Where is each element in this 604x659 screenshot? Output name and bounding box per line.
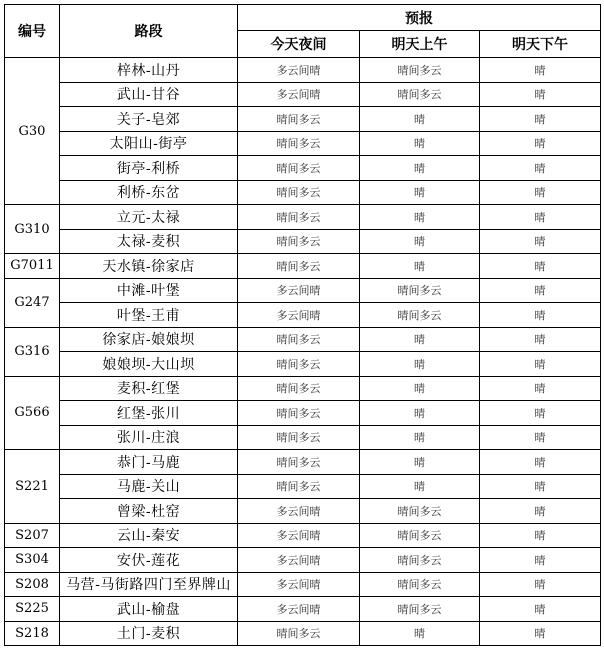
table-row <box>5 474 601 499</box>
table-row <box>5 229 601 254</box>
header-forecast: 预报 <box>238 5 601 31</box>
forecast-cell: 晴 <box>480 327 601 352</box>
forecast-cell: 晴 <box>480 278 601 303</box>
road-segment: 立元-太禄 <box>60 205 238 230</box>
forecast-cell: 晴 <box>480 425 601 450</box>
road-segment: 武山-榆盘 <box>60 597 238 622</box>
table-row <box>5 82 601 107</box>
table-row <box>5 327 601 352</box>
forecast-cell: 晴 <box>360 621 480 646</box>
forecast-cell: 晴 <box>480 205 601 230</box>
table-row <box>5 58 601 83</box>
forecast-cell: 多云间晴 <box>238 82 360 107</box>
road-segment: 娘娘坝-大山坝 <box>60 352 238 377</box>
table-row <box>5 401 601 426</box>
forecast-cell: 多云间晴 <box>238 572 360 597</box>
table-row <box>5 180 601 205</box>
forecast-cell: 多云间晴 <box>238 278 360 303</box>
header-segment: 路段 <box>60 5 238 58</box>
forecast-cell: 晴 <box>480 474 601 499</box>
road-segment: 云山-秦安 <box>60 523 238 548</box>
road-segment: 麦积-红堡 <box>60 376 238 401</box>
table-row <box>5 376 601 401</box>
road-code: G310 <box>5 205 60 254</box>
forecast-cell: 晴间多云 <box>360 548 480 573</box>
forecast-cell: 晴间多云 <box>360 523 480 548</box>
table-row <box>5 548 601 573</box>
road-segment: 利桥-东岔 <box>60 180 238 205</box>
forecast-cell: 晴 <box>360 180 480 205</box>
table-row <box>5 425 601 450</box>
forecast-cell: 晴 <box>480 376 601 401</box>
road-segment: 红堡-张川 <box>60 401 238 426</box>
forecast-cell: 晴 <box>480 131 601 156</box>
forecast-cell: 晴 <box>360 107 480 132</box>
road-segment: 太禄-麦积 <box>60 229 238 254</box>
road-code: G30 <box>5 58 60 205</box>
forecast-cell: 晴 <box>480 107 601 132</box>
table-row <box>5 352 601 377</box>
table-header <box>5 5 601 58</box>
road-code: G316 <box>5 327 60 376</box>
forecast-cell: 晴间多云 <box>238 205 360 230</box>
forecast-cell: 晴间多云 <box>238 180 360 205</box>
road-code: G7011 <box>5 254 60 279</box>
table-row <box>5 107 601 132</box>
road-segment: 张川-庄浪 <box>60 425 238 450</box>
header-period: 今天夜间 <box>238 31 360 58</box>
forecast-cell: 晴 <box>480 572 601 597</box>
forecast-cell: 晴间多云 <box>360 597 480 622</box>
forecast-cell: 晴 <box>360 425 480 450</box>
road-segment: 徐家店-娘娘坝 <box>60 327 238 352</box>
road-code: S225 <box>5 597 60 622</box>
forecast-cell: 晴间多云 <box>360 303 480 328</box>
forecast-cell: 晴 <box>360 376 480 401</box>
forecast-cell: 晴 <box>360 131 480 156</box>
forecast-cell: 多云间晴 <box>238 597 360 622</box>
forecast-cell: 晴间多云 <box>238 474 360 499</box>
forecast-cell: 晴 <box>360 352 480 377</box>
forecast-cell: 晴 <box>480 58 601 83</box>
table-row <box>5 303 601 328</box>
forecast-cell: 多云间晴 <box>238 58 360 83</box>
road-segment: 曾梁-杜窑 <box>60 499 238 524</box>
forecast-cell: 多云间晴 <box>238 303 360 328</box>
table-row <box>5 572 601 597</box>
forecast-cell: 晴 <box>480 229 601 254</box>
road-segment: 叶堡-王甫 <box>60 303 238 328</box>
road-segment: 街亭-利桥 <box>60 156 238 181</box>
forecast-cell: 晴 <box>480 156 601 181</box>
forecast-cell: 晴 <box>480 450 601 475</box>
road-code: S221 <box>5 450 60 524</box>
forecast-cell: 晴 <box>480 548 601 573</box>
header-period: 明天下午 <box>480 31 601 58</box>
header-code: 编号 <box>5 5 60 58</box>
forecast-cell: 晴 <box>480 303 601 328</box>
forecast-cell: 晴间多云 <box>238 352 360 377</box>
table-row <box>5 450 601 475</box>
road-code: G247 <box>5 278 60 327</box>
road-segment: 土门-麦积 <box>60 621 238 646</box>
table-row <box>5 278 601 303</box>
forecast-cell: 晴间多云 <box>238 156 360 181</box>
forecast-cell: 晴 <box>480 254 601 279</box>
forecast-cell: 晴 <box>360 450 480 475</box>
road-segment: 太阳山-街亭 <box>60 131 238 156</box>
forecast-cell: 晴 <box>480 499 601 524</box>
header-period: 明天上午 <box>360 31 480 58</box>
forecast-cell: 多云间晴 <box>238 499 360 524</box>
forecast-cell: 晴 <box>360 327 480 352</box>
forecast-cell: 晴间多云 <box>238 621 360 646</box>
road-segment: 武山-甘谷 <box>60 82 238 107</box>
table-row <box>5 156 601 181</box>
forecast-cell: 晴间多云 <box>238 107 360 132</box>
road-code: S218 <box>5 621 60 646</box>
table-row <box>5 205 601 230</box>
road-segment: 马鹿-关山 <box>60 474 238 499</box>
forecast-cell: 晴间多云 <box>238 254 360 279</box>
forecast-cell: 晴间多云 <box>238 425 360 450</box>
table-row <box>5 254 601 279</box>
forecast-cell: 晴 <box>360 229 480 254</box>
forecast-cell: 晴 <box>360 205 480 230</box>
road-segment: 梓林-山丹 <box>60 58 238 83</box>
table-row <box>5 597 601 622</box>
table-row <box>5 621 601 646</box>
forecast-cell: 晴间多云 <box>238 401 360 426</box>
road-segment: 马营-马街路四门至界牌山 <box>60 572 238 597</box>
road-segment: 天水镇-徐家店 <box>60 254 238 279</box>
table-row <box>5 131 601 156</box>
forecast-cell: 晴 <box>480 352 601 377</box>
road-segment: 关子-皂郊 <box>60 107 238 132</box>
road-code: S208 <box>5 572 60 597</box>
forecast-cell: 晴 <box>480 401 601 426</box>
forecast-cell: 晴 <box>480 523 601 548</box>
forecast-cell: 晴间多云 <box>360 572 480 597</box>
forecast-cell: 晴间多云 <box>360 82 480 107</box>
forecast-cell: 晴 <box>480 621 601 646</box>
road-segment: 恭门-马鹿 <box>60 450 238 475</box>
forecast-cell: 晴 <box>480 180 601 205</box>
forecast-cell: 晴间多云 <box>238 450 360 475</box>
forecast-cell: 晴 <box>480 597 601 622</box>
road-code: S304 <box>5 548 60 573</box>
road-segment: 中滩-叶堡 <box>60 278 238 303</box>
road-segment: 安伏-莲花 <box>60 548 238 573</box>
forecast-cell: 晴间多云 <box>238 327 360 352</box>
road-code: G566 <box>5 376 60 450</box>
forecast-cell: 晴间多云 <box>238 131 360 156</box>
forecast-cell: 晴间多云 <box>238 376 360 401</box>
forecast-cell: 晴间多云 <box>360 278 480 303</box>
table-row <box>5 499 601 524</box>
road-code: S207 <box>5 523 60 548</box>
forecast-cell: 多云间晴 <box>238 523 360 548</box>
forecast-table <box>4 4 601 646</box>
table-row <box>5 523 601 548</box>
forecast-cell: 晴 <box>360 254 480 279</box>
forecast-cell: 晴间多云 <box>360 499 480 524</box>
forecast-cell: 晴 <box>360 401 480 426</box>
forecast-cell: 晴 <box>360 474 480 499</box>
forecast-cell: 晴间多云 <box>360 58 480 83</box>
forecast-cell: 晴 <box>360 156 480 181</box>
forecast-cell: 晴间多云 <box>238 229 360 254</box>
forecast-cell: 晴 <box>480 82 601 107</box>
table-body <box>5 58 601 646</box>
forecast-cell: 多云间晴 <box>238 548 360 573</box>
